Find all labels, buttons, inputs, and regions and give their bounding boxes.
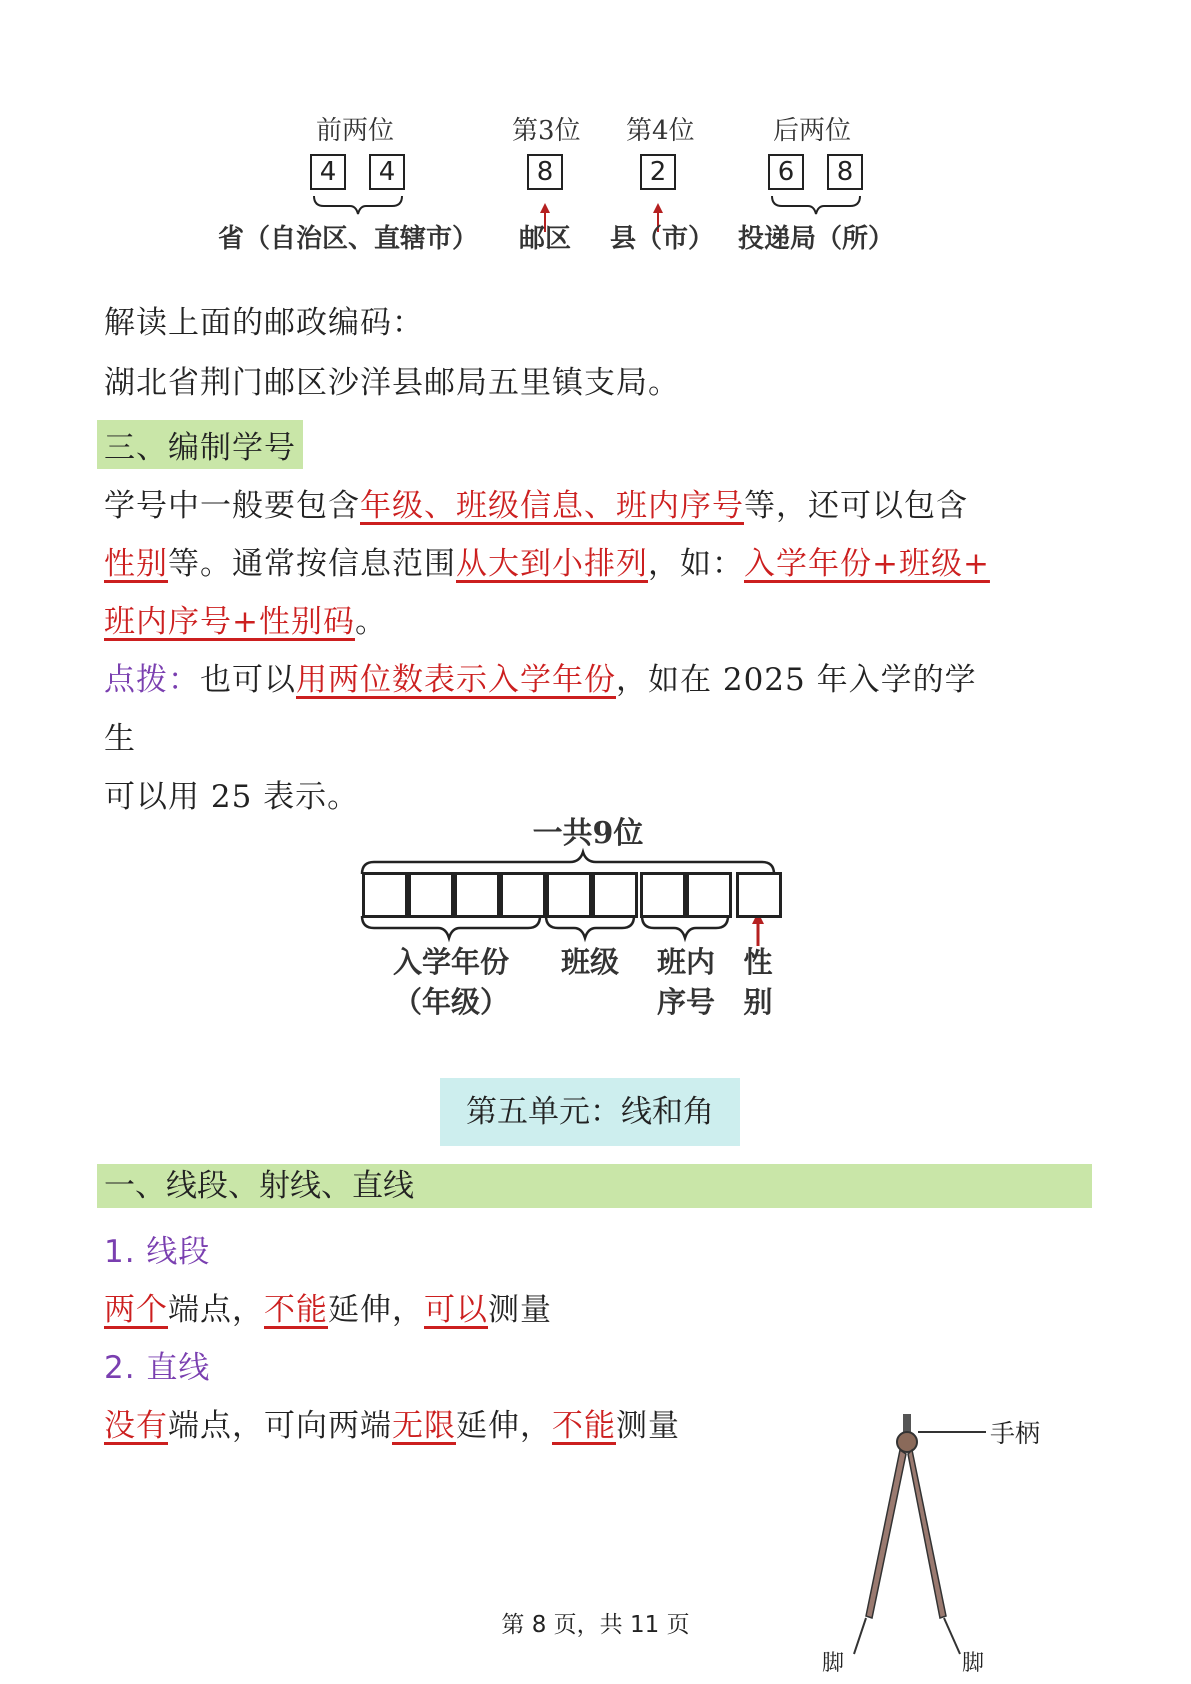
postal-answer: 湖北省荆门邮区沙洋县邮局五里镇支局。: [104, 365, 680, 401]
tip-line: 可以用 25 表示。: [104, 779, 360, 815]
label-last-two: 后两位: [773, 116, 852, 146]
id-digit-box: [686, 872, 732, 918]
brace-year: [362, 916, 540, 938]
label-first-two: 前两位: [316, 116, 395, 146]
text: ，如：: [648, 546, 744, 582]
postal-digit: 8: [527, 154, 563, 190]
tip-line: 生: [104, 721, 136, 757]
id-digit-box: [500, 872, 546, 918]
postal-digit: 4: [369, 154, 405, 190]
text: 也可以: [200, 662, 296, 698]
key-term: 可以: [424, 1292, 488, 1328]
tip-label: 点拨：: [104, 662, 200, 698]
id-digit-box: [454, 872, 500, 918]
text: 延伸，: [456, 1408, 552, 1444]
key-term: 年级、班级信息、班内序号: [360, 488, 744, 524]
brace-top: [362, 852, 774, 874]
id-digit-box: [546, 872, 592, 918]
text: 学号中一般要包含: [104, 488, 360, 524]
section-title-lines: 一、线段、射线、直线: [97, 1164, 1092, 1208]
page-footer: 第 8 页，共 11 页: [501, 1612, 690, 1638]
text: 测量: [488, 1292, 552, 1328]
compass-leg-left-label: 脚: [822, 1651, 845, 1676]
key-term: 不能: [552, 1408, 616, 1444]
line-description: [104, 1400, 680, 1445]
group-label-gender-2: 别: [743, 985, 773, 1019]
postal-digit: 2: [640, 154, 676, 190]
key-term: 班内序号+性别码: [104, 604, 355, 640]
text: 端点，: [168, 1292, 264, 1328]
section-title-student-id: 三、编制学号: [97, 420, 303, 469]
segment-description: [104, 1284, 552, 1329]
label-fourth: 第4位: [626, 116, 695, 146]
text: 测量: [616, 1408, 680, 1444]
group-label-year: 入学年份: [392, 945, 509, 979]
postal-heading: 解读上面的邮政编码：: [104, 305, 424, 341]
subheading-segment: 1. 线段: [104, 1234, 211, 1270]
meaning-postal-area: 邮区: [519, 224, 572, 254]
key-term: 没有: [104, 1408, 168, 1444]
postal-digit: 8: [827, 154, 863, 190]
compass-drawing: [840, 1410, 1080, 1684]
text: 等，还可以包含: [744, 488, 968, 524]
text: 等。通常按信息范围: [168, 546, 456, 582]
id-digit-box: [408, 872, 454, 918]
id-digit-box: [736, 872, 782, 918]
compass-leg-right: [908, 1450, 946, 1618]
compass-leg-right-label: 脚: [962, 1651, 985, 1676]
group-label-seq: 序号: [656, 985, 715, 1019]
unit-title: 第五单元：线和角: [440, 1078, 740, 1146]
group-label-in-class: 班内: [656, 945, 715, 979]
total-digits-label: 一共9位: [532, 816, 644, 851]
key-term: 不能: [264, 1292, 328, 1328]
id-digit-box: [362, 872, 408, 918]
text: 延伸，: [328, 1292, 424, 1328]
compass-handle-label: 手柄: [990, 1419, 1041, 1448]
meaning-delivery-office: 投递局（所）: [738, 224, 895, 254]
subheading-line: 2. 直线: [104, 1350, 211, 1386]
compass-leg-left: [866, 1450, 906, 1618]
id-digit-box: [640, 872, 686, 918]
postal-digit: 6: [768, 154, 804, 190]
text: ，如在 2025 年入学的学: [616, 662, 977, 698]
postal-digit: 4: [310, 154, 346, 190]
id-digit-box: [592, 872, 638, 918]
meaning-county: 县（市）: [610, 224, 715, 254]
key-term: 从大到小排列: [456, 546, 648, 582]
group-label-gender-1: 性: [743, 945, 773, 979]
text: 端点，可向两端: [168, 1408, 392, 1444]
brace-class: [546, 916, 634, 938]
label-third: 第3位: [512, 116, 581, 146]
key-term: 入学年份+班级+: [744, 546, 990, 582]
key-term: 性别: [104, 546, 168, 582]
meaning-province: 省（自治区、直辖市）: [218, 224, 479, 254]
group-label-grade: （年级）: [392, 985, 509, 1019]
group-label-class: 班级: [560, 945, 619, 979]
key-term: 用两位数表示入学年份: [296, 662, 616, 698]
key-term: 两个: [104, 1292, 168, 1328]
brace-seq: [642, 916, 728, 938]
compass-hinge: [897, 1432, 917, 1452]
key-term: 无限: [392, 1408, 456, 1444]
text: 。: [354, 604, 387, 640]
